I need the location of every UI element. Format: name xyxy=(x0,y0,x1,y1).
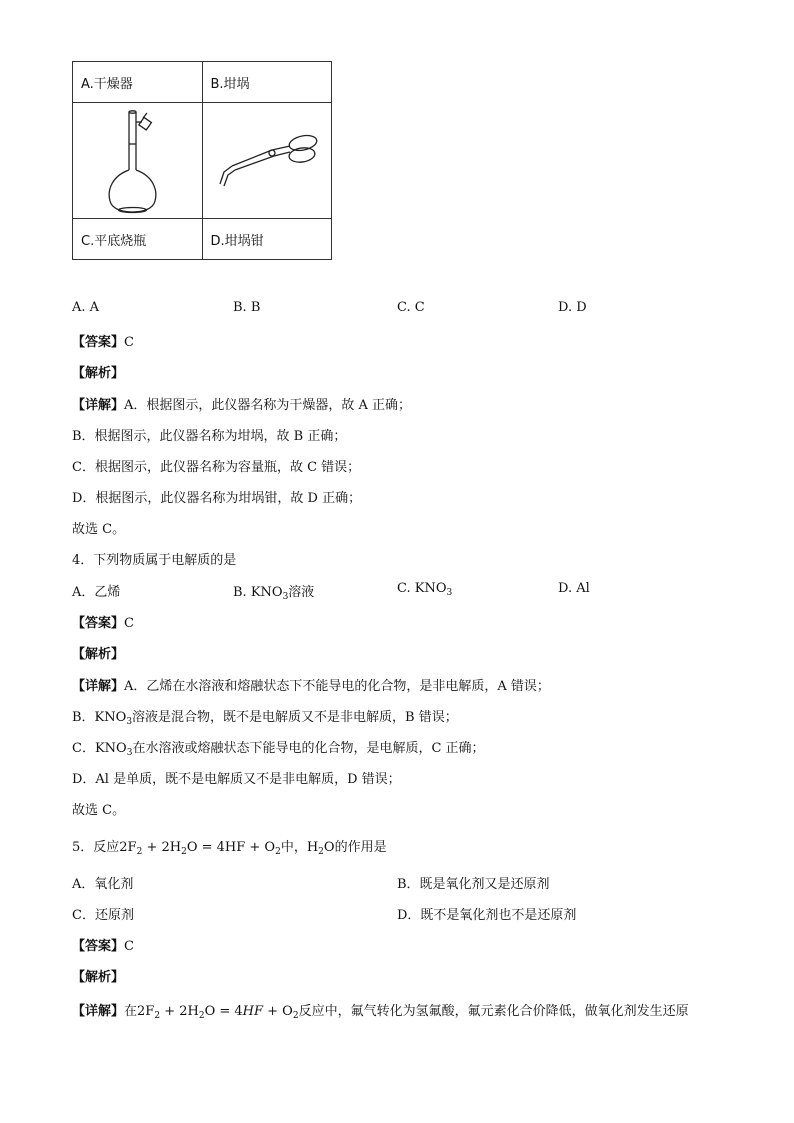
q4-detail-1 xyxy=(72,675,550,694)
q4-analysis-tag: 【解析】 xyxy=(72,647,125,662)
q5-option-c: C．还原剂 xyxy=(72,908,134,923)
q3-option-a: A. A xyxy=(72,300,100,315)
answer-tag: 【答案】 xyxy=(72,616,125,631)
detail-subscript: 3 xyxy=(126,748,133,758)
table-cell-d-label: D.坩埚钳 xyxy=(202,219,332,260)
volumetric-flask-icon xyxy=(102,106,172,216)
answer-value: C xyxy=(124,939,134,954)
q3-detail-1 xyxy=(72,394,411,413)
q4-answer xyxy=(72,612,134,631)
detail-prefix: 在 xyxy=(124,1004,138,1019)
q3-detail-4: D．根据图示，此仪器名称为坩埚钳，故 D 正确； xyxy=(72,491,362,506)
q4-option-c-formula: C. KNO xyxy=(397,581,447,596)
q4-option-b-subscript: 3 xyxy=(282,592,289,602)
q3-option-b: B. B xyxy=(233,300,261,315)
detail-text: 在水溶液或熔融状态下能导电的化合物，是电解质，C 正确； xyxy=(132,741,485,756)
q3-detail-2: B．根据图示，此仪器名称为坩埚，故 B 正确； xyxy=(72,429,347,444)
answer-value: C xyxy=(124,616,134,631)
table-cell-b-label: B.坩埚 xyxy=(202,62,332,103)
q4-detail-4: D．Al 是单质，既不是电解质又不是非电解质，D 错误； xyxy=(72,772,401,787)
q5-reaction-equation: $2F_2 + 2H_2O = 4HF + O_2$ xyxy=(119,840,281,857)
q3-option-c: C. C xyxy=(397,300,425,315)
q4-option-d: D. Al xyxy=(558,581,590,596)
answer-tag: 【答案】 xyxy=(72,335,125,350)
q5-option-a: A．氧化剂 xyxy=(72,877,134,892)
q4-option-b xyxy=(233,581,314,600)
table-cell-a-label: A.干燥器 xyxy=(73,62,203,103)
q5-analysis-tag: 【解析】 xyxy=(72,970,125,985)
table-cell-c-label: C.平底烧瓶 xyxy=(73,219,203,260)
q3-conclusion: 故选 C。 xyxy=(72,522,126,537)
detail-text: 溶液是混合物，既不是电解质又不是非电解质，B 错误； xyxy=(132,710,458,725)
answer-value: C xyxy=(124,335,134,350)
q5-detail xyxy=(72,1000,689,1019)
q4-option-a: A．乙烯 xyxy=(72,585,121,600)
detail-text: A．乙烯在水溶液和熔融状态下不能导电的化合物，是非电解质，A 错误； xyxy=(124,679,550,694)
q5-stem-prefix: 5．反应 xyxy=(72,840,120,855)
q4-option-c-subscript: 3 xyxy=(446,588,453,598)
q4-detail-2 xyxy=(72,706,458,725)
q4-detail-3 xyxy=(72,737,485,756)
table-cell-b-image xyxy=(202,103,332,219)
q4-option-c xyxy=(397,581,452,596)
detail-tag: 【详解】 xyxy=(72,679,125,694)
q5-stem-mid: 中， xyxy=(280,840,307,855)
q5-option-d: D．既不是氧化剂也不是还原剂 xyxy=(397,908,577,923)
answer-tag: 【答案】 xyxy=(72,939,125,954)
instrument-table xyxy=(72,61,332,260)
q4-option-b-suffix: 溶液 xyxy=(288,585,315,600)
detail-tag: 【详解】 xyxy=(72,398,125,413)
q3-analysis-tag: 【解析】 xyxy=(72,366,125,381)
table-cell-a-image xyxy=(73,103,203,219)
detail-text: A．根据图示，此仪器名称为干燥器，故 A 正确； xyxy=(124,398,412,413)
q5-detail-equation: $2F_2 + 2H_2O = 4HF + O_2$ xyxy=(137,1004,299,1021)
q3-detail-3: C．根据图示，此仪器名称为容量瓶，故 C 错误； xyxy=(72,460,361,475)
q5-water-formula: $H_2O$ xyxy=(306,840,335,857)
detail-text: 反应中，氟气转化为氢氟酸，氟元素化合价降低，做氧化剂发生还原 xyxy=(298,1004,689,1019)
q4-stem: 4．下列物质属于电解质的是 xyxy=(72,553,237,568)
detail-subscript: 3 xyxy=(126,717,133,727)
q3-answer xyxy=(72,331,134,350)
q5-stem-suffix: 的作用是 xyxy=(334,840,387,855)
detail-tag: 【详解】 xyxy=(72,1004,125,1019)
detail-formula: C．KNO xyxy=(72,741,127,756)
q5-answer xyxy=(72,935,134,954)
q5-option-b: B．既是氧化剂又是还原剂 xyxy=(397,877,550,892)
q5-stem xyxy=(72,836,387,855)
crucible-tongs-icon xyxy=(212,126,322,196)
q3-option-d: D. D xyxy=(558,300,587,315)
q4-option-b-formula: B. KNO xyxy=(233,585,283,600)
detail-formula: B．KNO xyxy=(72,710,127,725)
q4-conclusion: 故选 C。 xyxy=(72,803,126,818)
